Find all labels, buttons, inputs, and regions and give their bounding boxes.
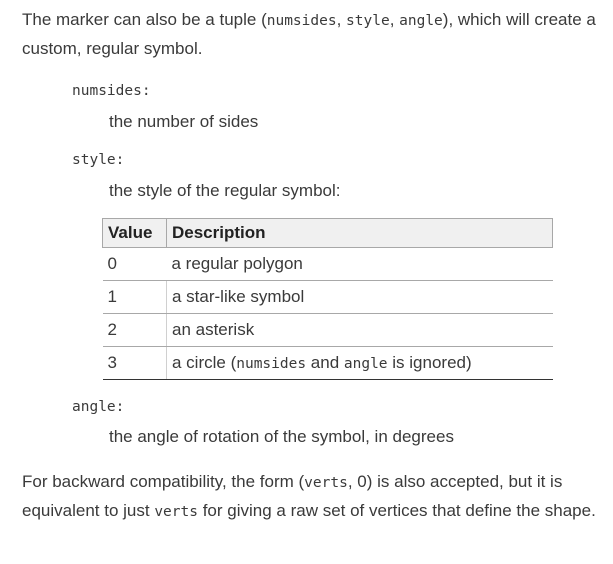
cell-description xyxy=(167,347,553,380)
outro-paragraph xyxy=(22,468,597,526)
code-numsides: numsides xyxy=(236,356,307,372)
code-numsides: numsides xyxy=(266,13,337,29)
code-angle: angle xyxy=(343,356,388,372)
header-value: Value xyxy=(103,219,167,248)
cell-value: 2 xyxy=(103,314,167,347)
cell-text-2: and xyxy=(306,353,344,372)
param-desc-style: the style of the regular symbol: xyxy=(109,181,341,200)
intro-text-3: , xyxy=(389,10,400,29)
table-row xyxy=(103,248,553,281)
cell-text-1: a circle ( xyxy=(172,353,237,372)
code-style: style xyxy=(346,13,390,29)
style-table xyxy=(102,218,553,380)
table-row xyxy=(103,281,553,314)
code-verts: verts xyxy=(304,475,348,491)
cell-description: a regular polygon xyxy=(167,248,553,281)
outro-text-1: For backward compatibility, the form ( xyxy=(22,472,305,491)
intro-paragraph xyxy=(22,6,607,62)
code-angle: angle xyxy=(399,13,443,29)
outro-text-3: for giving a raw set of vertices that define the shape. xyxy=(197,501,596,520)
table-header-row xyxy=(103,219,553,248)
param-term-angle: angle: xyxy=(72,399,125,415)
cell-value: 0 xyxy=(103,248,167,281)
header-description: Description xyxy=(167,219,553,248)
intro-text-2: , xyxy=(336,10,347,29)
param-desc-angle: the angle of rotation of the symbol, in degrees xyxy=(109,427,454,446)
table-row xyxy=(103,314,553,347)
cell-text-3: is ignored) xyxy=(387,353,472,372)
intro-text-4: ), which will create a custom, regular symbol. xyxy=(22,10,596,58)
cell-value: 1 xyxy=(103,281,167,314)
param-term-style: style: xyxy=(72,152,125,168)
cell-description: an asterisk xyxy=(167,314,553,347)
outro-text-2: , 0) is also accepted, but it is equivalent to just xyxy=(22,472,563,520)
intro-text-1: The marker can also be a tuple ( xyxy=(22,10,267,29)
param-term-numsides: numsides: xyxy=(72,83,151,99)
cell-value: 3 xyxy=(103,347,167,380)
cell-description: a star-like symbol xyxy=(167,281,553,314)
table-row xyxy=(103,347,553,380)
param-desc-numsides: the number of sides xyxy=(109,112,259,131)
code-verts: verts xyxy=(154,504,198,520)
